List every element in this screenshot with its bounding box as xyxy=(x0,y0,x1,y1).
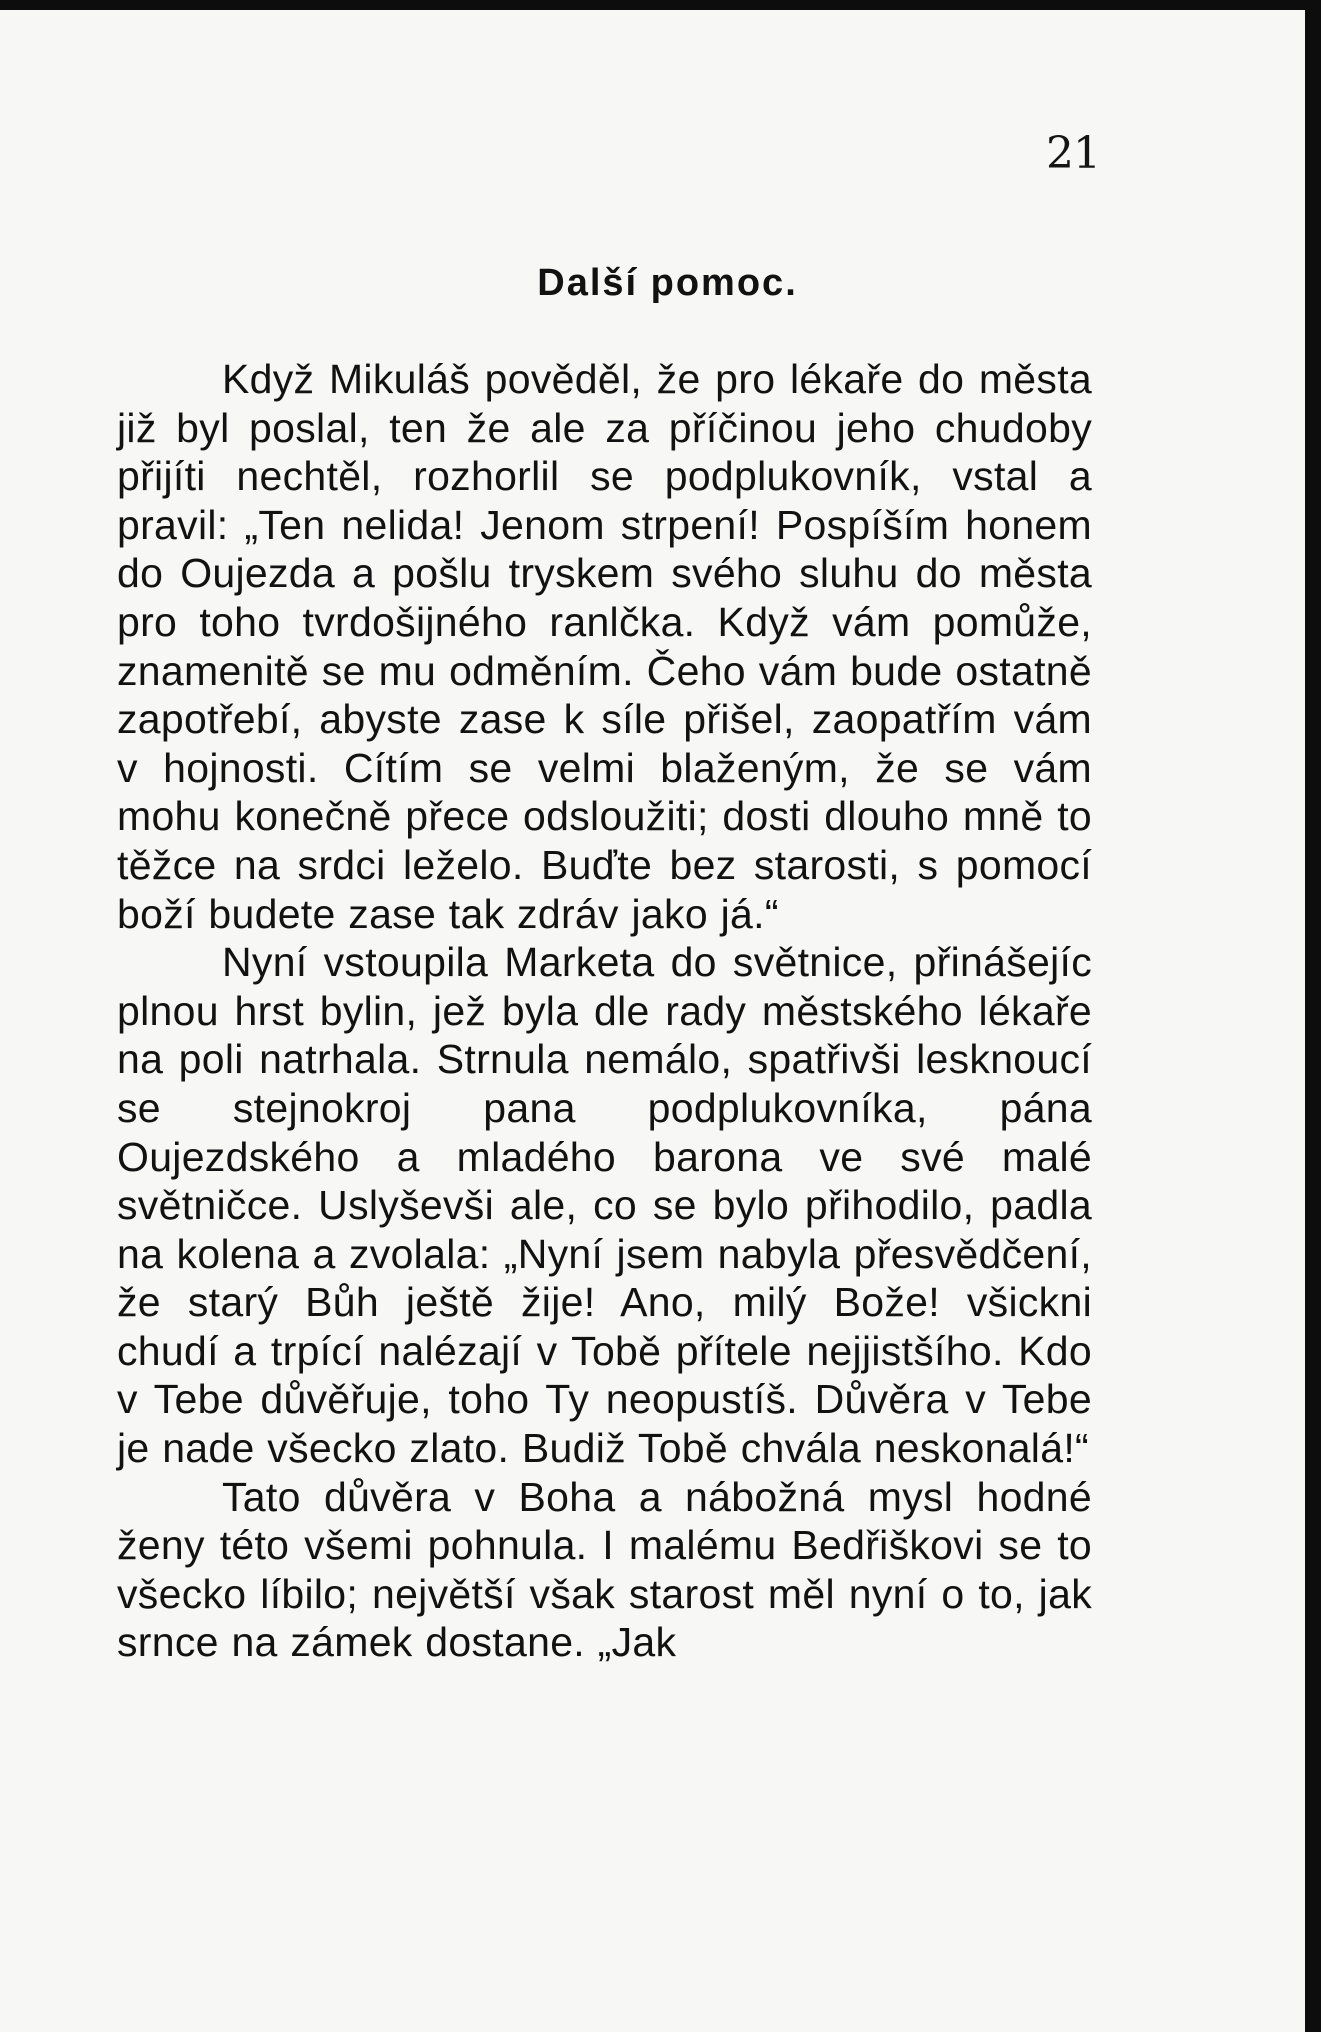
paragraph: Tato důvěra v Boha a nábožná mysl hodné ženy této všemi pohnula. I malému Bedřiškovi se to všecko líbilo; největší však starost měl nyní o to, jak srnce na zámek dostane. „Jak xyxy=(117,1473,1092,1666)
page-number: 21 xyxy=(1046,128,1100,179)
book-page xyxy=(0,10,1305,2032)
chapter-heading: Další pomoc. xyxy=(537,262,798,304)
paragraph: Nyní vstoupila Marketa do světnice, přinášejíc plnou hrst bylin, jež byla dle rady městského lékaře na poli natrhala. Strnula nemálo, spatřivši lesknoucí se stejnokroj pana podplukovníka, pána Oujezdského a mladého barona ve své malé světničce. Uslyševši ale, co se bylo přihodilo, padla na kolena a zvolala: „Nyní jsem nabyla přesvědčení, že starý Bůh ještě žije! Ano, milý Bože! všickni chudí a trpící nalézají v Tobě přítele nejjistšího. Kdo v Tebe důvěřuje, toho Ty neopustíš. Důvěra v Tebe je nade všecko zlato. Budiž Tobě chvála neskonalá!“ xyxy=(117,939,1092,1472)
paragraph: Když Mikuláš pověděl, že pro lékaře do města již byl poslal, ten že ale za příčinou jeho chudoby přijíti nechtěl, rozhorlil se podplukovník, vstal a pravil: „Ten nelida! Jenom strpení! Pospíším honem do Oujezda a pošlu tryskem svého sluhu do města pro toho tvrdošijného ranlčka. Když vám pomůže, znamenitě se mu odměním. Čeho vám bude ostatně zapotřebí, abyste zase k síle přišel, zaopatřím vám v hojnosti. Cítím se velmi blaženým, že se vám mohu konečně přece odsloužiti; dosti dlouho mně to těžce na srdci leželo. Buďte bez starosti, s pomocí boží budete zase tak zdráv jako já.“ xyxy=(117,356,1092,937)
body-text xyxy=(117,355,1092,1667)
